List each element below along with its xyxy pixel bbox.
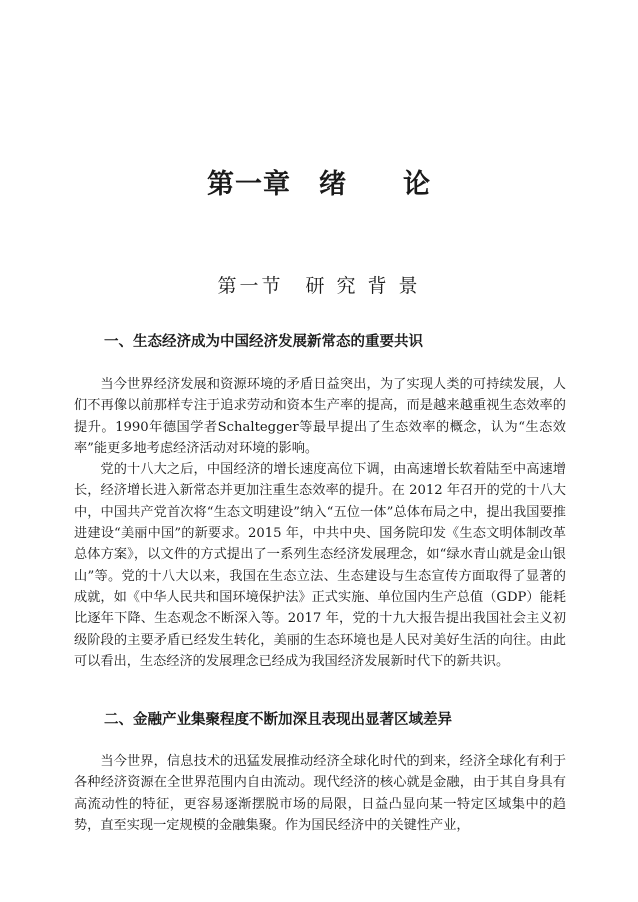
paragraph: 当今世界经济发展和资源环境的矛盾日益突出，为了实现人类的可持续发展，人们不再像以前那样专注于追求劳动和资本生产率的提高，而是越来越重视生态效率的提升。1990年德国学者Schaltegger等最早提出了生态效率的概念，认为“生态效率”能更多地考虑经济活动对环境的影响。	[74, 377, 566, 456]
subsection-heading-2: 二、金融产业集聚程度不断加深且表现出显著区域差异	[104, 712, 452, 728]
chapter-title: 第一章 绪 论	[207, 169, 431, 200]
subsection-body-1	[74, 374, 566, 672]
paragraph: 党的十八大之后，中国经济的增长速度高位下调，由高速增长软着陆至中高速增长，经济增长进入新常态并更加注重生态效率的提升。在 2012 年召开的党的十八大中，中国共产党首次将“生态文明建设”纳入“五位一体”总体布局之中，提出我国要推进建设“美丽中国”的新要求。2015 年，中共中央、国务院印发《生态文明体制改革总体方案》，以文件的方式提出了一系列生态经济发展理念，如“绿水青山就是金山银山”等。党的十八大以来，我国在生态立法、生态建设与生态宣传方面取得了显著的成就，如《中华人民共和国环境保护法》正式实施、单位国内生产总值（GDP）能耗比逐年下降、生态观念不断深入等。2017 年，党的十九大报告提出我国社会主义初级阶段的主要矛盾已经发生转化，美丽的生态环境也是人民对美好生活的向往。由此可以看出，生态经济的发展理念已经成为我国经济发展新时代下的新共识。	[74, 462, 566, 669]
subsection-body-2	[74, 751, 566, 836]
paragraph: 当今世界，信息技术的迅猛发展推动经济全球化时代的到来，经济全球化有利于各种经济资源在全世界范围内自由流动。现代经济的核心就是金融，由于其自身具有高流动性的特征，更容易逐渐摆脱市场的局限，日益凸显向某一特定区域集中的趋势，直至实现一定规模的金融集聚。作为国民经济中的关键性产业，	[74, 754, 566, 833]
subsection-heading-1: 一、生态经济成为中国经济发展新常态的重要共识	[104, 334, 423, 350]
section-title: 第一节 研 究 背 景	[217, 275, 421, 297]
